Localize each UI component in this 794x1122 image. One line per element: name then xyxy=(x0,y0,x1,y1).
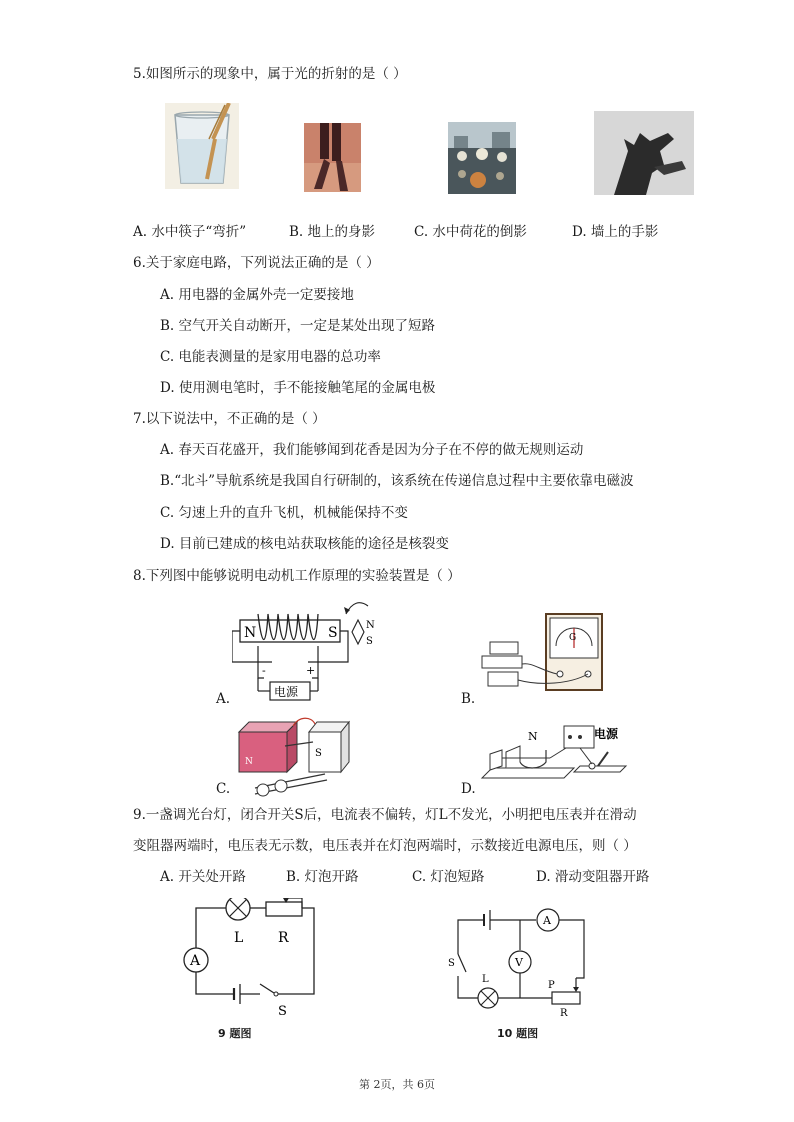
q9-option-c: C. 灯泡短路 xyxy=(412,869,485,885)
figure-9-circuit xyxy=(178,898,323,1018)
q8-stem: 8.下列图中能够说明电动机工作原理的实验装置是（ ） xyxy=(133,568,461,584)
q9-option-b: B. 灯泡开路 xyxy=(286,869,359,885)
q6-option-a: A. 用电器的金属外壳一定要接地 xyxy=(160,287,354,303)
q5-image-hand-shadow xyxy=(594,111,694,195)
q8-letter-d: D. xyxy=(461,781,476,797)
q5-choice-a: A. 水中筷子“弯折” xyxy=(133,224,247,240)
q5-stem: 5.如图所示的现象中，属于光的折射的是（ ） xyxy=(133,66,407,82)
q8-letter-b: B. xyxy=(461,691,476,707)
figure-10-circuit xyxy=(448,904,593,1019)
q5-image-shadow-on-ground xyxy=(304,123,361,192)
page-footer: 第 2页，共 6页 xyxy=(359,1078,435,1091)
q8-letter-a: A. xyxy=(216,691,231,707)
fig9-caption: 9 题图 xyxy=(218,1027,252,1040)
q9-option-a: A. 开关处开路 xyxy=(160,869,246,885)
fig9-rheostat-label: R xyxy=(278,930,289,946)
fig10-slider-label: P xyxy=(548,980,555,991)
fig-a-n-label: N xyxy=(244,625,257,641)
q8-figure-d-motor-setup xyxy=(480,722,630,802)
q5-image-chopstick-in-water xyxy=(165,103,239,189)
q7-option-b: B.“北斗”导航系统是我国自行研制的，该系统在传递信息过程中主要依靠电磁波 xyxy=(160,473,634,489)
q6-stem: 6.关于家庭电路，下列说法正确的是（ ） xyxy=(133,255,380,271)
q8-figure-b-galvanometer xyxy=(480,612,610,697)
fig-a-minus: - xyxy=(262,664,266,677)
fig-a-compass-s: S xyxy=(366,636,373,647)
fig10-voltmeter-label: V xyxy=(515,956,523,969)
q5-image-lotus-reflection xyxy=(448,122,516,194)
q8-figure-a-electromagnet xyxy=(232,598,382,703)
fig-a-compass-n: N xyxy=(366,620,375,631)
q8-letter-c: C. xyxy=(216,781,231,797)
q7-option-a: A. 春天百花盛开，我们能够闻到花香是因为分子在不停的做无规则运动 xyxy=(160,442,584,458)
q7-stem: 7.以下说法中，不正确的是（ ） xyxy=(133,411,326,427)
fig9-ammeter-label: A xyxy=(190,953,201,969)
fig-a-s-label: S xyxy=(328,625,338,641)
fig9-rheostat xyxy=(266,902,302,916)
fig-d-n-label: N xyxy=(528,730,538,743)
fig-a-plus: + xyxy=(306,664,316,677)
q5-choice-c: C. 水中荷花的倒影 xyxy=(414,224,527,240)
q9-option-d: D. 滑动变阻器开路 xyxy=(536,869,650,885)
fig9-lamp xyxy=(226,898,250,920)
fig9-switch-label: S xyxy=(278,1004,287,1018)
q7-option-d: D. 目前已建成的核电站获取核能的途径是核裂变 xyxy=(160,536,449,552)
q6-option-c: C. 电能表测量的是家用电器的总功率 xyxy=(160,349,381,365)
q6-option-b: B. 空气开关自动断开，一定是某处出现了短路 xyxy=(160,318,436,334)
q9-line1: 9.一盏调光台灯，闭合开关S后，电流表不偏转，灯L不发光，小明把电压表并在滑动 xyxy=(133,807,637,823)
fig10-caption: 10 题图 xyxy=(497,1027,539,1040)
fig10-ammeter-label: A xyxy=(543,914,551,927)
fig10-rheostat-label: R xyxy=(560,1008,568,1019)
q7-option-c: C. 匀速上升的直升飞机，机械能保持不变 xyxy=(160,505,408,521)
fig-a-source-label: 电源 xyxy=(274,685,299,699)
q5-choice-d: D. 墙上的手影 xyxy=(572,224,659,240)
fig-b-g-label: G xyxy=(569,633,577,643)
q5-choice-b: B. 地上的身影 xyxy=(289,224,376,240)
q9-line2: 变阻器两端时，电压表无示数，电压表并在灯泡两端时，示数接近电源电压，则（ ） xyxy=(133,838,637,854)
fig10-lamp-label: L xyxy=(482,974,489,985)
fig9-lamp-label: L xyxy=(234,930,244,946)
fig-c-s-label: S xyxy=(315,748,322,759)
q6-option-d: D. 使用测电笔时，手不能接触笔尾的金属电极 xyxy=(160,380,436,396)
fig-c-n-label: N xyxy=(245,757,253,767)
fig-d-source-label: 电源 xyxy=(594,727,619,741)
fig10-rheostat xyxy=(552,992,580,1004)
fig10-switch-label: S xyxy=(448,958,455,969)
q8-figure-c-magnet-wire xyxy=(235,712,360,797)
